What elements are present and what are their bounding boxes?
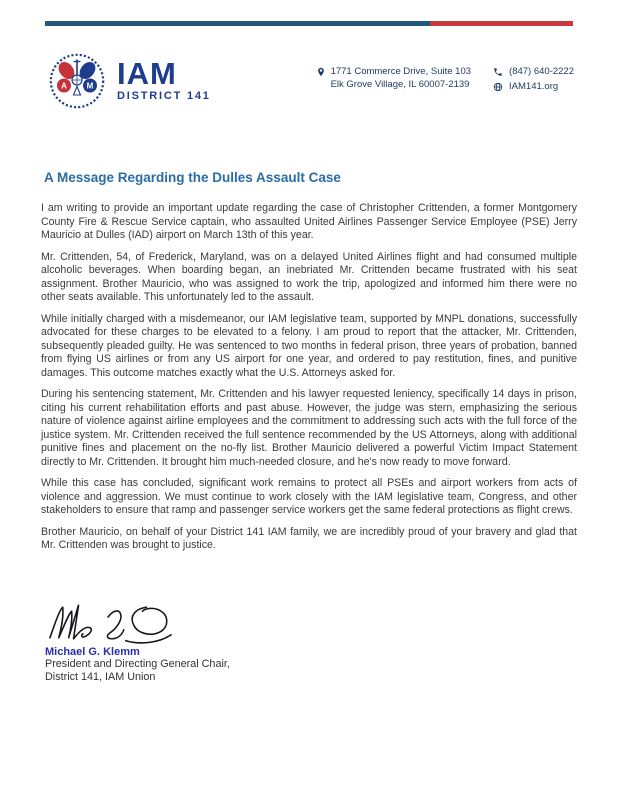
globe-icon — [493, 82, 503, 92]
logo-district-label: DISTRICT 141 — [117, 89, 211, 102]
contact-phone-row — [493, 65, 574, 78]
letterhead — [48, 52, 574, 110]
letter-paragraph-5: While this case has concluded, significant work remains to protect all PSEs and airport workers from acts of violence and aggression. We must continue to work closely with the IAM legislative team, Congress, and other stakeholders to ensure that ramp and passenger service workers get the same federal protections as flight crews. — [41, 477, 577, 516]
letter-paragraph-1: I am writing to provide an important update regarding the case of Christopher Crittenden, a former Montgomery County Fire & Rescue Service captain, who assaulted United Airlines Passenger Service Employee (PSE) Jerry Mauricio at Dulles (IAD) airport on March 13th of this year. — [41, 202, 577, 241]
handwritten-signature-icon — [47, 599, 175, 645]
contact-info — [316, 65, 574, 93]
contact-website: IAM141.org — [509, 81, 559, 92]
logo-wordmark — [117, 55, 211, 102]
emblem-letter-a: A — [61, 81, 67, 91]
letter-paragraph-2: Mr. Crittenden, 54, of Frederick, Maryland, was on a delayed United Airlines flight and had consumed multiple alcoholic beverages. When boarding began, an inebriated Mr. Crittenden became frustrated with his seat assignment. Brother Mauricio, who was assigned to work the trip, apologized and informed him there were no other seats available. This unfortunately led to the assault. — [41, 250, 577, 303]
location-pin-icon — [316, 66, 326, 78]
letter-heading: A Message Regarding the Dulles Assault Case — [44, 170, 341, 185]
contact-phone: (847) 640-2222 — [509, 66, 574, 77]
signatory-title-line-2: District 141, IAM Union — [45, 671, 156, 683]
contact-links — [493, 65, 574, 93]
letter-paragraph-6: Brother Mauricio, on behalf of your District 141 IAM family, we are incredibly proud of your bravery and glad that Mr. Crittenden was brought to justice. — [41, 525, 577, 551]
header-accent-bar — [45, 21, 573, 26]
accent-bar-red-segment — [430, 21, 573, 26]
letter-body — [41, 170, 577, 685]
address-line-2: Elk Grove Village, IL 60007-2139 — [330, 79, 470, 90]
accent-bar-blue-segment — [45, 21, 430, 26]
signature-block — [45, 599, 577, 685]
signatory-title-line-1: President and Directing General Chair, — [45, 657, 230, 670]
iam-union-emblem-icon — [48, 52, 106, 110]
emblem-letter-m: M — [86, 81, 94, 91]
signatory-name: Michael G. Klemm — [45, 645, 140, 658]
iam-logo — [48, 52, 211, 110]
letter-paragraph-3: While initially charged with a misdemeanor, our IAM legislative team, supported by MNPL donations, successfully advocated for these charges to be elevated to a felony. I am proud to report that the attacker, Mr. Crittenden, subsequently pleaded guilty. He was sentenced to two months in federal prison, three years of probation, banned from flying US airlines or from any US airport for one year, and ordered to pay restitution, fines, and punitive damages. This outcome matches exactly what the U.S. Attorneys asked for. — [41, 312, 577, 379]
logo-acronym: IAM — [117, 55, 177, 91]
letter-paragraph-4: During his sentencing statement, Mr. Crittenden and his lawyer requested leniency, specifically 14 days in prison, citing his current rehabilitation efforts and past abuse. However, the judge was stern, emphasizing the serious nature of violence against airline employees and the commitment to addressing such acts with the full force of the justice system. Mr. Crittenden received the full sentence recommended by the US Attorneys, along with additional punitive fines and placement on the no-fly list. Brother Mauricio delivered a powerful Victim Impact Statement directly to Mr. Crittenden. It brought him much-needed closure, and he's now ready to move forward. — [41, 388, 577, 468]
phone-icon — [493, 67, 503, 77]
contact-website-row — [493, 80, 574, 93]
contact-address — [316, 65, 471, 93]
address-line-1: 1771 Commerce Drive, Suite 103 — [330, 66, 472, 77]
